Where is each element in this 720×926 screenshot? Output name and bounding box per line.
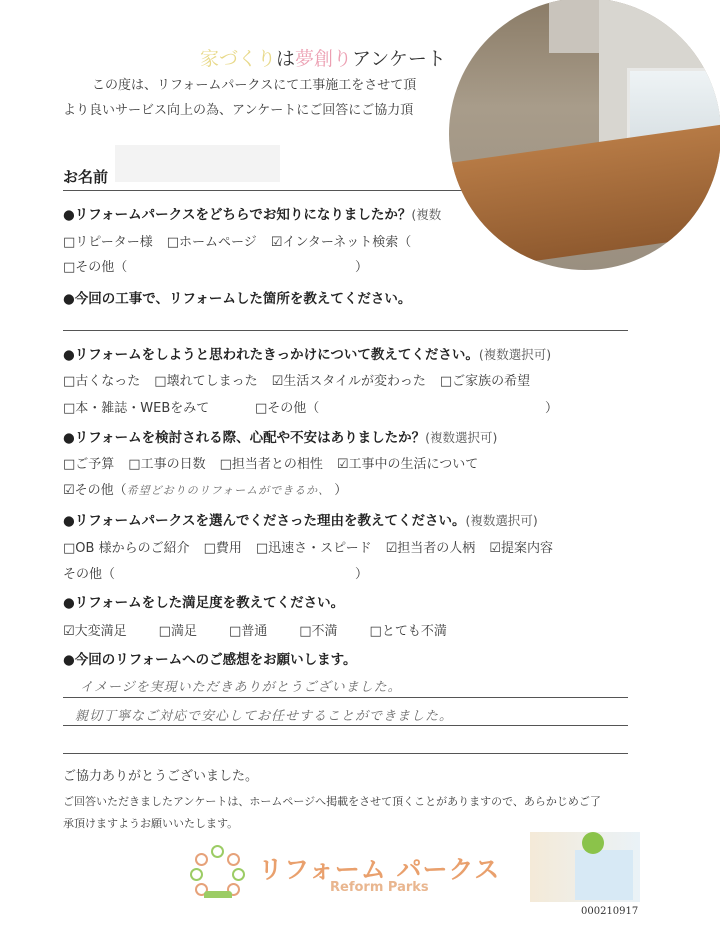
logo-text: リフォーム パークス [258,855,501,884]
question-heading: ●リフォームパークスをどちらでお知りになりましたか？(複数 [63,207,442,223]
checkbox-option[interactable]: □費用 [203,541,242,556]
checkbox-option[interactable]: ☑提案内容 [489,541,553,556]
option-row [63,370,530,389]
checkbox-option[interactable]: □ご家族の希望 [439,374,531,389]
answer-line [63,725,628,726]
redacted-name [115,145,280,182]
checkbox-option[interactable]: ☑その他（ [63,483,127,498]
answer-line [63,697,628,698]
checkbox-option[interactable]: □ご予算 [63,457,115,472]
checkbox-option[interactable]: □工事の日数 [128,457,206,472]
answer-line [63,330,628,331]
room-photo [449,0,720,270]
question-heading: ●リフォームパークスを選んでくださった理由を教えてください。(複数選択可) [63,513,538,529]
logo-icon [190,845,245,900]
name-label: お名前 [63,168,109,186]
handwritten-answer: イメージを実現いただきありがとうございました。 [80,680,402,695]
question-heading: ●今回のリフォームへのご感想をお願いします。 [63,652,357,668]
survey-title [200,44,446,71]
checkbox-option[interactable]: ☑生活スタイルが変わった [271,374,426,389]
intro-line: この度は、リフォームパークスにて工事施工をさせて頂 [92,78,417,93]
name-line [63,190,463,191]
option-row [63,256,127,275]
title-part: は [276,48,296,70]
checkbox-option[interactable]: □普通 [228,624,268,639]
note-line: ご回答いただきましたアンケートは、ホームページへ掲載をさせて頂くことがありますので、あらかじめご了 [63,795,601,808]
checkbox-option[interactable]: ☑インターネット検索（ [270,235,412,250]
checkbox-option[interactable]: ☑担当者の人柄 [385,541,476,556]
option-row [63,231,411,250]
checkbox-option[interactable]: □OB 様からのご紹介 [63,541,190,556]
checkbox-option[interactable]: □満足 [158,624,197,639]
answer-line [63,753,628,754]
option-row [63,537,553,556]
paren-close: ） [545,401,559,416]
title-part: アンケート [352,48,446,70]
checkbox-option[interactable]: □本・雑誌・WEBをみて [63,401,210,416]
checkbox-option[interactable]: ☑工事中の生活について [336,457,479,472]
checkbox-option[interactable]: □迅速さ・スピード [255,541,372,556]
handwritten-answer: 希望どおりのリフォームができるか、 [126,484,331,497]
checkbox-option[interactable]: □リピーター様 [63,235,153,250]
option-row [63,453,478,472]
title-part: 家づくり [200,48,277,70]
checkbox-option[interactable]: ☑大変満足 [63,624,127,639]
question-heading: ●リフォームをしようと思われたきっかけについて教えてください。(複数選択可) [63,347,552,363]
document-code: 000210917 [581,906,639,917]
checkbox-option[interactable]: □とても不満 [369,624,447,639]
intro-line: より良いサービス向上の為、アンケートにご回答にご協力頂 [63,103,414,118]
option-row [63,620,447,639]
question-heading: ●今回の工事で、リフォームした箇所を教えてください。 [63,291,412,307]
thanks-text: ご協力ありがとうございました。 [63,769,259,784]
handwritten-answer: 親切丁寧なご対応で安心してお任せすることができました。 [75,709,454,724]
checkbox-option[interactable]: □不満 [299,624,338,639]
checkbox-option[interactable]: □ホームページ [166,235,257,250]
question-heading: ●リフォームをした満足度を教えてください。 [63,595,345,611]
checkbox-option[interactable]: □古くなった [63,374,141,389]
clover-house-image [530,832,640,902]
checkbox-option[interactable]: □その他（ [63,260,128,275]
paren-close: ） [355,567,369,582]
option-row [63,479,347,498]
checkbox-option[interactable]: □壊れてしまった [154,374,258,389]
note-line: 承頂けますようお願いいたします。 [63,817,239,830]
other-option: その他（ [63,567,116,582]
checkbox-option[interactable]: □その他（ [255,401,320,416]
checkbox-option[interactable]: □担当者との相性 [219,457,323,472]
paren-close: ） [334,483,348,498]
paren-close: ） [355,260,369,275]
logo-subtext: Reform Parks [330,880,429,895]
question-heading: ●リフォームを検討される際、心配や不安はありましたか？(複数選択可) [63,430,498,446]
title-part: 夢創り [295,48,353,70]
